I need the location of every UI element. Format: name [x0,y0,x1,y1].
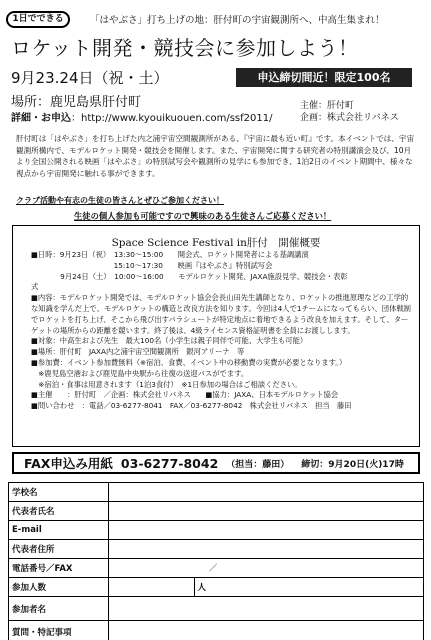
details-url-link[interactable]: ：http://www.kyouikuouen.com/ssf2011/ [71,113,273,124]
overview-title: Space Science Festival in肝付 開催概要 [111,237,321,249]
details-line [11,109,272,124]
application-form [8,482,424,640]
count-field[interactable] [108,578,194,597]
form-row-participants [9,597,424,621]
event-venue: 場所：鹿児島県肝付町 [11,95,142,110]
form-row-notes [9,621,424,640]
details-label: 詳細・お申込 [11,113,71,124]
fax-application-banner [12,452,420,474]
tagline: 「はやぶさ」打ち上げの地：肝付町の宇宙観測所へ、中高生集まれ！ [90,15,385,26]
host-organizer: 主催：肝付町 [300,101,355,111]
overview-line: ■場所：肝付町 JAXA内之浦宇宙空間観測所 銀河アリーナ 等 [31,347,245,357]
intro-paragraph: 肝付町は「はやぶさ」を打ち上げた内之浦宇宙空間観測所がある、『宇宙に最も近い町』です。本イベントでは、宇宙観測所構内で、モデルロケット開発・競技会を開催します。また、宇宙開発に関する研究者の特別講演会及び、10月より全国公開される映画「はやぶさ」の特別試写会や観測所の見学にも参加でき、1泊2日のイベント期間中、様々な視点から宇宙開発に触れる事ができます。 [16,134,415,178]
host-info [300,100,399,124]
fax-deadline: 締切：9月20日(火)17時 [301,459,404,470]
email-label: E-mail [9,521,109,540]
email-field[interactable] [108,521,423,540]
form-row-phone [9,559,424,578]
fax-number: 03-6277-8042 [120,455,219,471]
personal-callout: 生徒の個人参加も可能ですので興味のある生徒さんご応募ください！ [74,211,332,221]
rep-name-label: 代表者氏名 [9,502,109,521]
phone-label: 電話番号／FAX [9,559,109,578]
rep-name-field[interactable] [108,502,423,521]
club-callout: クラブ活動や有志の生徒の皆さんとぜひご参加ください！ [16,196,224,205]
overview-line: ■日時：9月23日（祝） 13:30～15:00 開会式、ロケット開発者による基調講演 [31,250,309,259]
overview-line: 9月24日（土） 10:00～16:00 モデルロケット開発、JAXA施設見学、競技会・表彰 [31,271,348,281]
school-label: 学校名 [9,483,109,502]
overview-line: 式 [31,282,39,292]
form-row-address [9,540,424,559]
flyer-header [0,0,431,140]
overview-line: ■問い合わせ ：電話／03-6277-8041 FAX／03-6277-8042 株式会社リバネス 担当 藤田 [31,401,352,411]
host-planner: 企画：株式会社リバネス [300,113,399,123]
overview-line: ※鹿児島空港および鹿児島中央駅から往復の送迎バスがでます。 [31,368,249,378]
form-row-school [9,483,424,502]
participants-field[interactable] [108,597,423,621]
fax-contact-person: （担当：藤田） [226,459,290,470]
deadline-banner: 申込締切間近！限定100名 [236,68,412,87]
overview-line: ■主催 ：肝付町 ／企画：株式会社リバネス ■協力：JAXA、日本モデルロケット協会 [31,390,339,400]
overview-line: 15:10～17:30 映画『はやぶさ』特別試写会 [31,260,273,270]
form-row-email [9,521,424,540]
notes-label: 質問・特記事項 [9,621,109,640]
overview-line: ※宿泊・食事は用意されます（1泊3食付） ※1日参加の場合はご相談ください。 [31,379,302,389]
notes-field[interactable] [108,621,423,640]
fax-title: FAX申込み用紙 [24,456,113,471]
overview-line: ■対象：中高生および先生 最大100名（小学生は親子同伴で可能、大学生も可能） [31,336,308,346]
overview-line: ■参加費：イベント参加費無料（※宿泊、食費、イベント中の移動費の実費が必要となります。） [31,357,347,367]
count-unit-label: 人 [194,578,423,597]
form-row-count [9,578,424,597]
count-label: 参加人数 [9,578,109,597]
one-day-badge: 1日でできる [6,11,70,28]
event-overview-box [12,225,420,447]
form-row-rep-name [9,502,424,521]
overview-line: ■内容：モデルロケット開発では、モデルロケット協会会長山田先生講師となり、ロケットの推進原理などの工学的な知識を学んだ上で、モデルロケットの構造と改良方法を知ります。今回は4人で1チームになってもらい、団体戦制でロケットを打ち上げ、そこから飛び出すパラシュートが特定地点に着地できるよう改良を加えます。そして、ターゲットの場所からの距離を競います。終了後は、4級ライセンス資格証明書を全員にお渡しします。 [31,293,411,335]
school-field[interactable] [108,483,423,502]
page-title: ロケット開発・競技会に参加しよう！ [11,36,359,60]
participants-label: 参加者名 [9,597,109,621]
phone-field[interactable]: ／ [108,559,423,578]
address-label: 代表者住所 [9,540,109,559]
event-date: 9月23.24日（祝・土） [11,69,169,87]
address-field[interactable] [108,540,423,559]
overview-body [31,250,415,412]
